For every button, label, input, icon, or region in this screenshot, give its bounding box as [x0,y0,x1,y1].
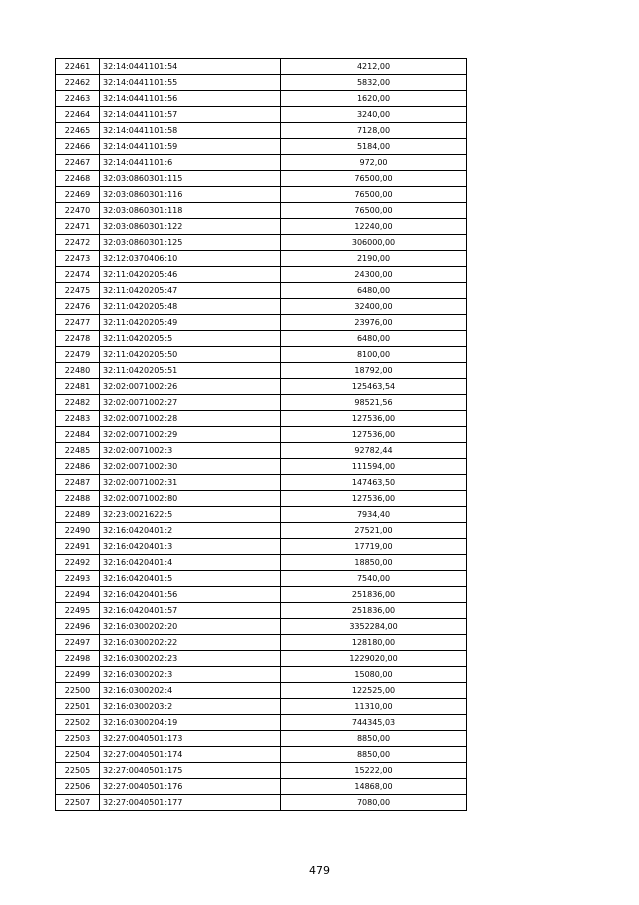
value-cell: 27521,00 [281,523,467,539]
value-cell: 2190,00 [281,251,467,267]
cadastral-number-cell: 32:02:0071002:27 [100,395,281,411]
row-number-cell: 22466 [56,139,100,155]
value-cell: 127536,00 [281,411,467,427]
value-cell: 7540,00 [281,571,467,587]
row-number-cell: 22485 [56,443,100,459]
table-row [56,475,467,491]
cadastral-number-cell: 32:27:0040501:176 [100,779,281,795]
value-cell: 8100,00 [281,347,467,363]
row-number-cell: 22467 [56,155,100,171]
cadastral-number-cell: 32:16:0420401:5 [100,571,281,587]
value-cell: 4212,00 [281,59,467,75]
value-cell: 125463,54 [281,379,467,395]
registry-table-body [56,59,467,811]
row-number-cell: 22492 [56,555,100,571]
cadastral-number-cell: 32:16:0420401:2 [100,523,281,539]
table-row [56,75,467,91]
row-number-cell: 22500 [56,683,100,699]
row-number-cell: 22477 [56,315,100,331]
cadastral-number-cell: 32:14:0441101:58 [100,123,281,139]
table-row [56,731,467,747]
row-number-cell: 22496 [56,619,100,635]
row-number-cell: 22506 [56,779,100,795]
row-number-cell: 22488 [56,491,100,507]
row-number-cell: 22465 [56,123,100,139]
table-row [56,283,467,299]
table-row [56,747,467,763]
cadastral-number-cell: 32:11:0420205:5 [100,331,281,347]
cadastral-number-cell: 32:27:0040501:173 [100,731,281,747]
table-row [56,619,467,635]
value-cell: 8850,00 [281,747,467,763]
row-number-cell: 22468 [56,171,100,187]
value-cell: 6480,00 [281,283,467,299]
row-number-cell: 22483 [56,411,100,427]
cadastral-number-cell: 32:27:0040501:174 [100,747,281,763]
row-number-cell: 22504 [56,747,100,763]
row-number-cell: 22493 [56,571,100,587]
value-cell: 7934,40 [281,507,467,523]
cadastral-number-cell: 32:11:0420205:46 [100,267,281,283]
table-row [56,459,467,475]
row-number-cell: 22489 [56,507,100,523]
row-number-cell: 22494 [56,587,100,603]
value-cell: 127536,00 [281,427,467,443]
value-cell: 128180,00 [281,635,467,651]
row-number-cell: 22473 [56,251,100,267]
cadastral-number-cell: 32:02:0071002:30 [100,459,281,475]
table-row [56,507,467,523]
cadastral-number-cell: 32:12:0370406:10 [100,251,281,267]
cadastral-number-cell: 32:16:0300202:20 [100,619,281,635]
value-cell: 92782,44 [281,443,467,459]
table-row [56,187,467,203]
value-cell: 24300,00 [281,267,467,283]
cadastral-number-cell: 32:02:0071002:29 [100,427,281,443]
table-row [56,651,467,667]
row-number-cell: 22481 [56,379,100,395]
row-number-cell: 22478 [56,331,100,347]
cadastral-number-cell: 32:14:0441101:56 [100,91,281,107]
value-cell: 8850,00 [281,731,467,747]
table-row [56,795,467,811]
cadastral-number-cell: 32:03:0860301:125 [100,235,281,251]
value-cell: 3352284,00 [281,619,467,635]
row-number-cell: 22498 [56,651,100,667]
row-number-cell: 22495 [56,603,100,619]
value-cell: 76500,00 [281,203,467,219]
value-cell: 306000,00 [281,235,467,251]
value-cell: 17719,00 [281,539,467,555]
table-row [56,203,467,219]
cadastral-number-cell: 32:16:0420401:3 [100,539,281,555]
table-row [56,779,467,795]
table-row [56,715,467,731]
cadastral-number-cell: 32:03:0860301:115 [100,171,281,187]
table-row [56,427,467,443]
table-row [56,667,467,683]
table-row [56,123,467,139]
value-cell: 147463,50 [281,475,467,491]
value-cell: 5184,00 [281,139,467,155]
row-number-cell: 22480 [56,363,100,379]
row-number-cell: 22462 [56,75,100,91]
table-row [56,315,467,331]
row-number-cell: 22497 [56,635,100,651]
value-cell: 98521,56 [281,395,467,411]
cadastral-number-cell: 32:03:0860301:122 [100,219,281,235]
table-row [56,587,467,603]
cadastral-number-cell: 32:14:0441101:59 [100,139,281,155]
row-number-cell: 22464 [56,107,100,123]
value-cell: 18850,00 [281,555,467,571]
table-row [56,571,467,587]
table-row [56,155,467,171]
value-cell: 1620,00 [281,91,467,107]
cadastral-number-cell: 32:11:0420205:51 [100,363,281,379]
cadastral-number-cell: 32:11:0420205:48 [100,299,281,315]
table-row [56,555,467,571]
cadastral-number-cell: 32:14:0441101:55 [100,75,281,91]
cadastral-number-cell: 32:16:0420401:4 [100,555,281,571]
value-cell: 7080,00 [281,795,467,811]
row-number-cell: 22475 [56,283,100,299]
value-cell: 5832,00 [281,75,467,91]
table-row [56,219,467,235]
value-cell: 7128,00 [281,123,467,139]
value-cell: 18792,00 [281,363,467,379]
table-row [56,347,467,363]
value-cell: 23976,00 [281,315,467,331]
row-number-cell: 22482 [56,395,100,411]
table-row [56,107,467,123]
table-row [56,763,467,779]
cadastral-number-cell: 32:16:0300202:3 [100,667,281,683]
cadastral-number-cell: 32:14:0441101:6 [100,155,281,171]
cadastral-number-cell: 32:02:0071002:3 [100,443,281,459]
cadastral-number-cell: 32:11:0420205:47 [100,283,281,299]
table-row [56,331,467,347]
table-row [56,603,467,619]
row-number-cell: 22471 [56,219,100,235]
table-row [56,411,467,427]
value-cell: 1229020,00 [281,651,467,667]
cadastral-number-cell: 32:16:0300202:23 [100,651,281,667]
cadastral-number-cell: 32:27:0040501:175 [100,763,281,779]
table-row [56,251,467,267]
cadastral-number-cell: 32:16:0300203:2 [100,699,281,715]
cadastral-number-cell: 32:16:0300204:19 [100,715,281,731]
table-row [56,235,467,251]
row-number-cell: 22490 [56,523,100,539]
cadastral-number-cell: 32:14:0441101:54 [100,59,281,75]
row-number-cell: 22486 [56,459,100,475]
row-number-cell: 22472 [56,235,100,251]
cadastral-number-cell: 32:02:0071002:31 [100,475,281,491]
value-cell: 122525,00 [281,683,467,699]
value-cell: 32400,00 [281,299,467,315]
table-row [56,443,467,459]
cadastral-number-cell: 32:23:0021622:5 [100,507,281,523]
cadastral-number-cell: 32:03:0860301:118 [100,203,281,219]
table-row [56,683,467,699]
value-cell: 251836,00 [281,603,467,619]
value-cell: 15080,00 [281,667,467,683]
cadastral-number-cell: 32:11:0420205:49 [100,315,281,331]
value-cell: 12240,00 [281,219,467,235]
row-number-cell: 22484 [56,427,100,443]
table-row [56,635,467,651]
row-number-cell: 22479 [56,347,100,363]
row-number-cell: 22463 [56,91,100,107]
table-row [56,699,467,715]
table-row [56,299,467,315]
row-number-cell: 22487 [56,475,100,491]
table-row [56,363,467,379]
cadastral-number-cell: 32:03:0860301:116 [100,187,281,203]
page-number: 479 [309,864,330,877]
row-number-cell: 22507 [56,795,100,811]
cadastral-number-cell: 32:16:0300202:22 [100,635,281,651]
row-number-cell: 22499 [56,667,100,683]
value-cell: 3240,00 [281,107,467,123]
row-number-cell: 22503 [56,731,100,747]
cadastral-number-cell: 32:16:0300202:4 [100,683,281,699]
cadastral-number-cell: 32:02:0071002:26 [100,379,281,395]
cadastral-number-cell: 32:02:0071002:28 [100,411,281,427]
value-cell: 127536,00 [281,491,467,507]
value-cell: 6480,00 [281,331,467,347]
row-number-cell: 22502 [56,715,100,731]
value-cell: 15222,00 [281,763,467,779]
value-cell: 972,00 [281,155,467,171]
table-row [56,523,467,539]
row-number-cell: 22474 [56,267,100,283]
value-cell: 251836,00 [281,587,467,603]
row-number-cell: 22470 [56,203,100,219]
row-number-cell: 22491 [56,539,100,555]
table-row [56,171,467,187]
cadastral-number-cell: 32:02:0071002:80 [100,491,281,507]
table-row [56,491,467,507]
row-number-cell: 22461 [56,59,100,75]
value-cell: 111594,00 [281,459,467,475]
value-cell: 744345,03 [281,715,467,731]
table-row [56,59,467,75]
table-row [56,139,467,155]
cadastral-number-cell: 32:16:0420401:57 [100,603,281,619]
cadastral-number-cell: 32:14:0441101:57 [100,107,281,123]
value-cell: 76500,00 [281,171,467,187]
table-row [56,395,467,411]
row-number-cell: 22505 [56,763,100,779]
value-cell: 14868,00 [281,779,467,795]
cadastral-number-cell: 32:16:0420401:56 [100,587,281,603]
row-number-cell: 22476 [56,299,100,315]
table-row [56,267,467,283]
value-cell: 11310,00 [281,699,467,715]
cadastral-number-cell: 32:27:0040501:177 [100,795,281,811]
cadastral-number-cell: 32:11:0420205:50 [100,347,281,363]
value-cell: 76500,00 [281,187,467,203]
table-row [56,91,467,107]
table-row [56,379,467,395]
table-row [56,539,467,555]
registry-table [55,58,467,811]
row-number-cell: 22501 [56,699,100,715]
row-number-cell: 22469 [56,187,100,203]
